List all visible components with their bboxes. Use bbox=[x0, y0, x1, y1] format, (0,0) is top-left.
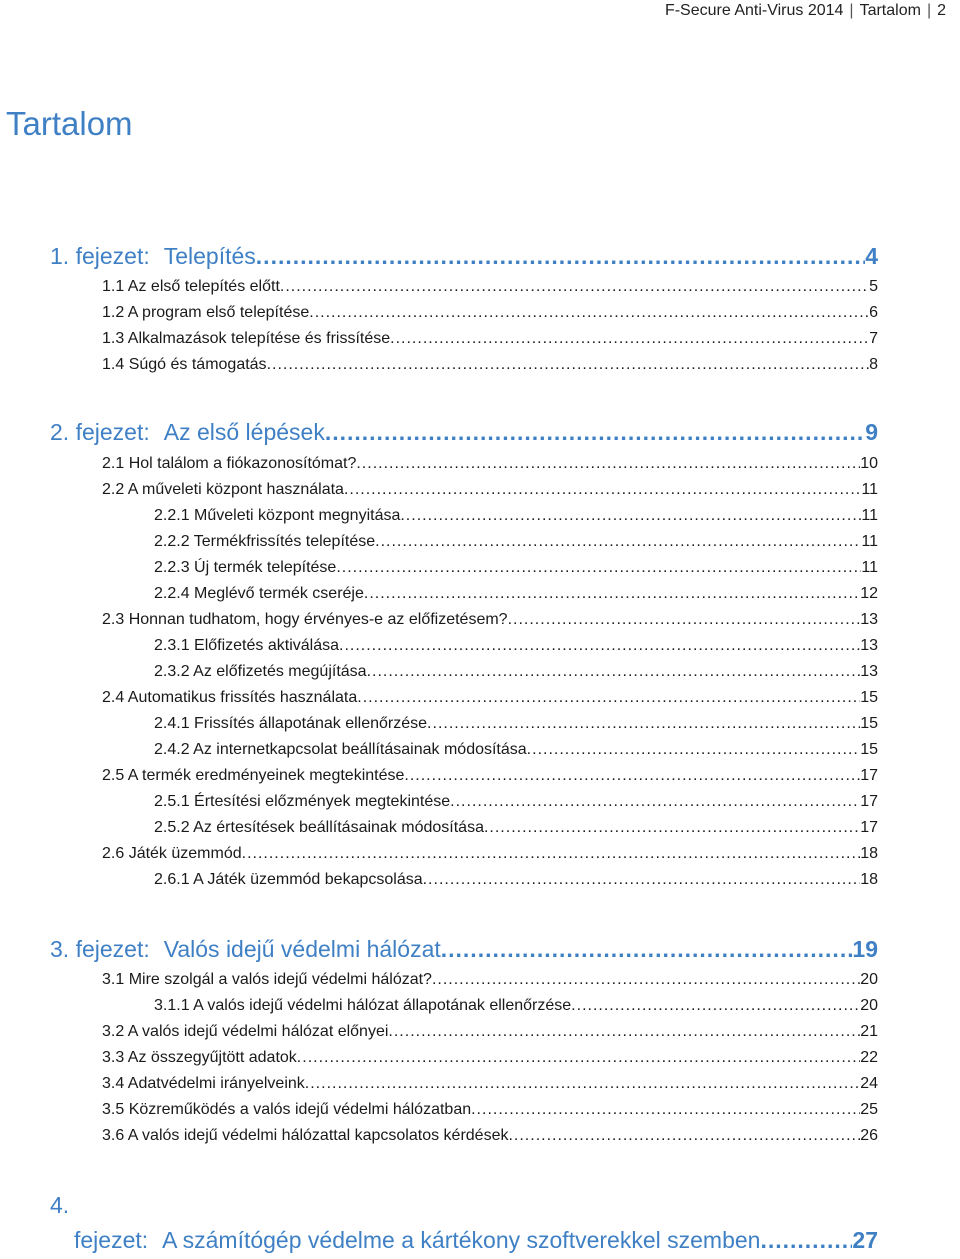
toc-entry-label: 3.1 Mire szolgál a valós idejű védelmi hálózat? bbox=[102, 971, 432, 988]
toc-leader-dots bbox=[390, 328, 869, 350]
toc-page-number: 20 bbox=[860, 971, 878, 988]
toc-entry-label: 2.5 A termék eredményeinek megtekintése bbox=[102, 767, 405, 784]
toc-entry-3-1-1[interactable] bbox=[154, 995, 878, 1017]
toc-page-number: 19 bbox=[852, 936, 878, 962]
toc-page-number: 15 bbox=[860, 741, 878, 758]
toc-leader-dots bbox=[356, 453, 860, 475]
toc-page-number: 5 bbox=[869, 278, 878, 295]
toc-page-number: 18 bbox=[860, 845, 878, 862]
toc-entry-label: 2.2.2 Termékfrissítés telepítése bbox=[154, 533, 376, 550]
toc-leader-dots bbox=[423, 869, 861, 891]
toc-entry-2-5-1[interactable] bbox=[154, 791, 878, 813]
toc-chapter-label bbox=[50, 935, 441, 963]
toc-page-number: 11 bbox=[861, 507, 878, 524]
chapter-title: Valós idejű védelmi hálózat bbox=[163, 936, 441, 962]
toc-leader-dots bbox=[364, 583, 860, 605]
chapter-title: Telepítés bbox=[163, 243, 256, 269]
toc-entry-label: 2.5.1 Értesítési előzmények megtekintése bbox=[154, 793, 451, 810]
toc-entry-1-4[interactable] bbox=[102, 354, 878, 376]
toc-entry-label: 3.3 Az összegyűjtött adatok bbox=[102, 1049, 297, 1066]
toc-entry-label: 2.4 Automatikus frissítés használata bbox=[102, 689, 358, 706]
toc-entry-label: 2.6 Játék üzemmód bbox=[102, 845, 242, 862]
toc-entry-label: 2.2.3 Új termék telepítése bbox=[154, 559, 337, 576]
toc-entry-label: 2.1 Hol találom a fiókazonosítómat? bbox=[102, 455, 357, 472]
toc-page-number: 25 bbox=[860, 1101, 878, 1118]
toc-page-number: 9 bbox=[865, 419, 878, 445]
toc-page-number: 11 bbox=[861, 533, 878, 550]
toc-entry-label: 2.2.1 Műveleti központ megnyitása bbox=[154, 507, 401, 524]
toc-leader-dots bbox=[309, 302, 869, 324]
toc-leader-dots bbox=[325, 418, 865, 446]
toc-entry-label: 2.3.2 Az előfizetés megújítása bbox=[154, 663, 367, 680]
toc-entry-2-4[interactable] bbox=[102, 687, 878, 709]
toc-entry-3-6[interactable] bbox=[102, 1125, 878, 1147]
toc-leader-dots bbox=[280, 276, 869, 298]
toc-leader-dots bbox=[339, 635, 860, 657]
toc-leader-dots bbox=[432, 969, 860, 991]
header-page-number: 2 bbox=[937, 2, 946, 19]
toc-page-number: 18 bbox=[860, 871, 878, 888]
toc-leader-dots bbox=[297, 1047, 860, 1069]
toc-entry-label: 3.6 A valós idejű védelmi hálózattal kapcsolatos kérdések bbox=[102, 1127, 509, 1144]
toc-page-number: 8 bbox=[869, 356, 878, 373]
toc-leader-dots bbox=[441, 935, 853, 963]
toc-entry-label: 1.4 Súgó és támogatás bbox=[102, 356, 267, 373]
chapter-title: A számítógép védelme a kártékony szoftverekkel szemben bbox=[162, 1227, 761, 1253]
toc-entry-2-2[interactable] bbox=[102, 479, 878, 501]
toc-page-number: 17 bbox=[860, 767, 878, 784]
toc-entry-2-4-1[interactable] bbox=[154, 713, 878, 735]
toc-entry-1-1[interactable] bbox=[102, 276, 878, 298]
toc-entry-2-3[interactable] bbox=[102, 609, 878, 631]
toc-leader-dots bbox=[375, 531, 861, 553]
toc-leader-dots bbox=[571, 995, 860, 1017]
toc-leader-dots bbox=[305, 1073, 860, 1095]
toc-page-number: 24 bbox=[860, 1075, 878, 1092]
toc-page-number: 12 bbox=[860, 585, 878, 602]
toc-page-number: 7 bbox=[869, 330, 878, 347]
toc-entry-2-5[interactable] bbox=[102, 765, 878, 787]
toc-entry-label: 2.3.1 Előfizetés aktiválása bbox=[154, 637, 339, 654]
chapter-prefix: 1. fejezet: bbox=[50, 243, 150, 269]
toc-page-number: 15 bbox=[860, 715, 878, 732]
toc-chapter-1[interactable] bbox=[50, 242, 878, 270]
toc-page-number: 11 bbox=[861, 481, 878, 498]
toc-page-number: 6 bbox=[869, 304, 878, 321]
toc-entry-2-2-2[interactable] bbox=[154, 531, 878, 553]
toc-entry-label: 2.2.4 Meglévő termék cseréje bbox=[154, 585, 364, 602]
header-separator: | bbox=[849, 2, 854, 19]
toc-page-number: 22 bbox=[860, 1049, 878, 1066]
toc-leader-dots bbox=[367, 661, 861, 683]
toc-leader-dots bbox=[450, 791, 860, 813]
toc-entry-2-1[interactable] bbox=[102, 453, 878, 475]
toc-entry-label: 2.3 Honnan tudhatom, hogy érvényes-e az előfizetésem? bbox=[102, 611, 508, 628]
toc-leader-dots bbox=[242, 843, 861, 865]
toc-entry-2-6-1[interactable] bbox=[154, 869, 878, 891]
toc-leader-dots bbox=[404, 765, 860, 787]
toc-entry-3-4[interactable] bbox=[102, 1073, 878, 1095]
toc-entry-2-5-2[interactable] bbox=[154, 817, 878, 839]
toc-leader-dots bbox=[427, 713, 860, 735]
toc-entry-label: 1.3 Alkalmazások telepítése és frissítése bbox=[102, 330, 391, 347]
toc-chapter-2[interactable] bbox=[50, 418, 878, 446]
toc-entry-3-2[interactable] bbox=[102, 1021, 878, 1043]
toc-chapter-label bbox=[50, 242, 256, 270]
toc-page-number: 11 bbox=[861, 559, 878, 576]
toc-entry-1-2[interactable] bbox=[102, 302, 878, 324]
toc-chapter-4-number: 4. bbox=[50, 1192, 70, 1218]
toc-page-number: 20 bbox=[860, 997, 878, 1014]
toc-entry-label: 3.5 Közreműködés a valós idejű védelmi hálózatban bbox=[102, 1101, 472, 1118]
toc-entry-label: 3.2 A valós idejű védelmi hálózat előnyei bbox=[102, 1023, 389, 1040]
toc-leader-dots bbox=[527, 739, 861, 761]
toc-leader-dots bbox=[760, 1226, 852, 1254]
toc-leader-dots bbox=[484, 817, 860, 839]
toc-page-number: 17 bbox=[860, 819, 878, 836]
header-separator: | bbox=[926, 2, 932, 19]
toc-entry-2-2-3[interactable] bbox=[154, 557, 878, 579]
toc-leader-dots bbox=[388, 1021, 860, 1043]
toc-chapter-label bbox=[50, 418, 325, 446]
toc-chapter-4[interactable] bbox=[74, 1226, 878, 1254]
header-section: Tartalom bbox=[859, 2, 921, 19]
toc-entry-2-6[interactable] bbox=[102, 843, 878, 865]
toc-page-number: 15 bbox=[860, 689, 878, 706]
toc-entry-label: 3.1.1 A valós idejű védelmi hálózat állapotának ellenőrzése bbox=[154, 997, 572, 1014]
chapter-prefix: fejezet: bbox=[74, 1227, 149, 1253]
toc-entry-label: 1.2 A program első telepítése bbox=[102, 304, 310, 321]
toc-leader-dots bbox=[357, 687, 860, 709]
toc-leader-dots bbox=[400, 505, 861, 527]
toc-entry-2-4-2[interactable] bbox=[154, 739, 878, 761]
toc-entry-label: 3.4 Adatvédelmi irányelveink bbox=[102, 1075, 305, 1092]
page-title: Tartalom bbox=[6, 105, 133, 142]
toc-chapter-label bbox=[74, 1226, 760, 1254]
toc-leader-dots bbox=[344, 479, 861, 501]
toc-entry-label: 1.1 Az első telepítés előtt bbox=[102, 278, 280, 295]
toc-entry-2-3-1[interactable] bbox=[154, 635, 878, 657]
toc-page-number: 27 bbox=[852, 1227, 878, 1253]
toc-entry-2-2-1[interactable] bbox=[154, 505, 878, 527]
header-product: F-Secure Anti-Virus 2014 bbox=[664, 2, 844, 19]
chapter-prefix: 3. fejezet: bbox=[50, 936, 150, 962]
toc-leader-dots bbox=[267, 354, 870, 376]
toc-leader-dots bbox=[471, 1099, 860, 1121]
toc-leader-dots bbox=[508, 609, 861, 631]
chapter-title: Az első lépések bbox=[163, 419, 325, 445]
toc-page-number: 26 bbox=[860, 1127, 878, 1144]
toc-entry-2-3-2[interactable] bbox=[154, 661, 878, 683]
toc-leader-dots bbox=[336, 557, 861, 579]
toc-page-number: 17 bbox=[860, 793, 878, 810]
toc-page-number: 13 bbox=[860, 637, 878, 654]
toc-entry-3-5[interactable] bbox=[102, 1099, 878, 1121]
chapter-prefix: 2. fejezet: bbox=[50, 419, 150, 445]
toc-entry-label: 2.2 A műveleti központ használata bbox=[102, 481, 344, 498]
toc-entry-label: 2.4.1 Frissítés állapotának ellenőrzése bbox=[154, 715, 428, 732]
toc-leader-dots bbox=[256, 242, 865, 270]
toc-entry-label: 2.5.2 Az értesítések beállításainak módosítása bbox=[154, 819, 484, 836]
toc-page-number: 10 bbox=[860, 455, 878, 472]
toc-entry-2-2-4[interactable] bbox=[154, 583, 878, 605]
toc-entry-1-3[interactable] bbox=[102, 328, 878, 350]
toc-page-number: 13 bbox=[860, 611, 878, 628]
toc-entry-3-3[interactable] bbox=[102, 1047, 878, 1069]
toc-entry-3-1[interactable] bbox=[102, 969, 878, 991]
toc-chapter-3[interactable] bbox=[50, 935, 878, 963]
toc-page-number: 4 bbox=[865, 243, 878, 269]
toc-entry-label: 2.6.1 A Játék üzemmód bekapcsolása bbox=[154, 871, 423, 888]
toc-entry-label: 2.4.2 Az internetkapcsolat beállításainak módosítása bbox=[154, 741, 527, 758]
toc-page-number: 21 bbox=[860, 1023, 878, 1040]
toc-leader-dots bbox=[508, 1125, 860, 1147]
toc-page-number: 13 bbox=[860, 663, 878, 680]
